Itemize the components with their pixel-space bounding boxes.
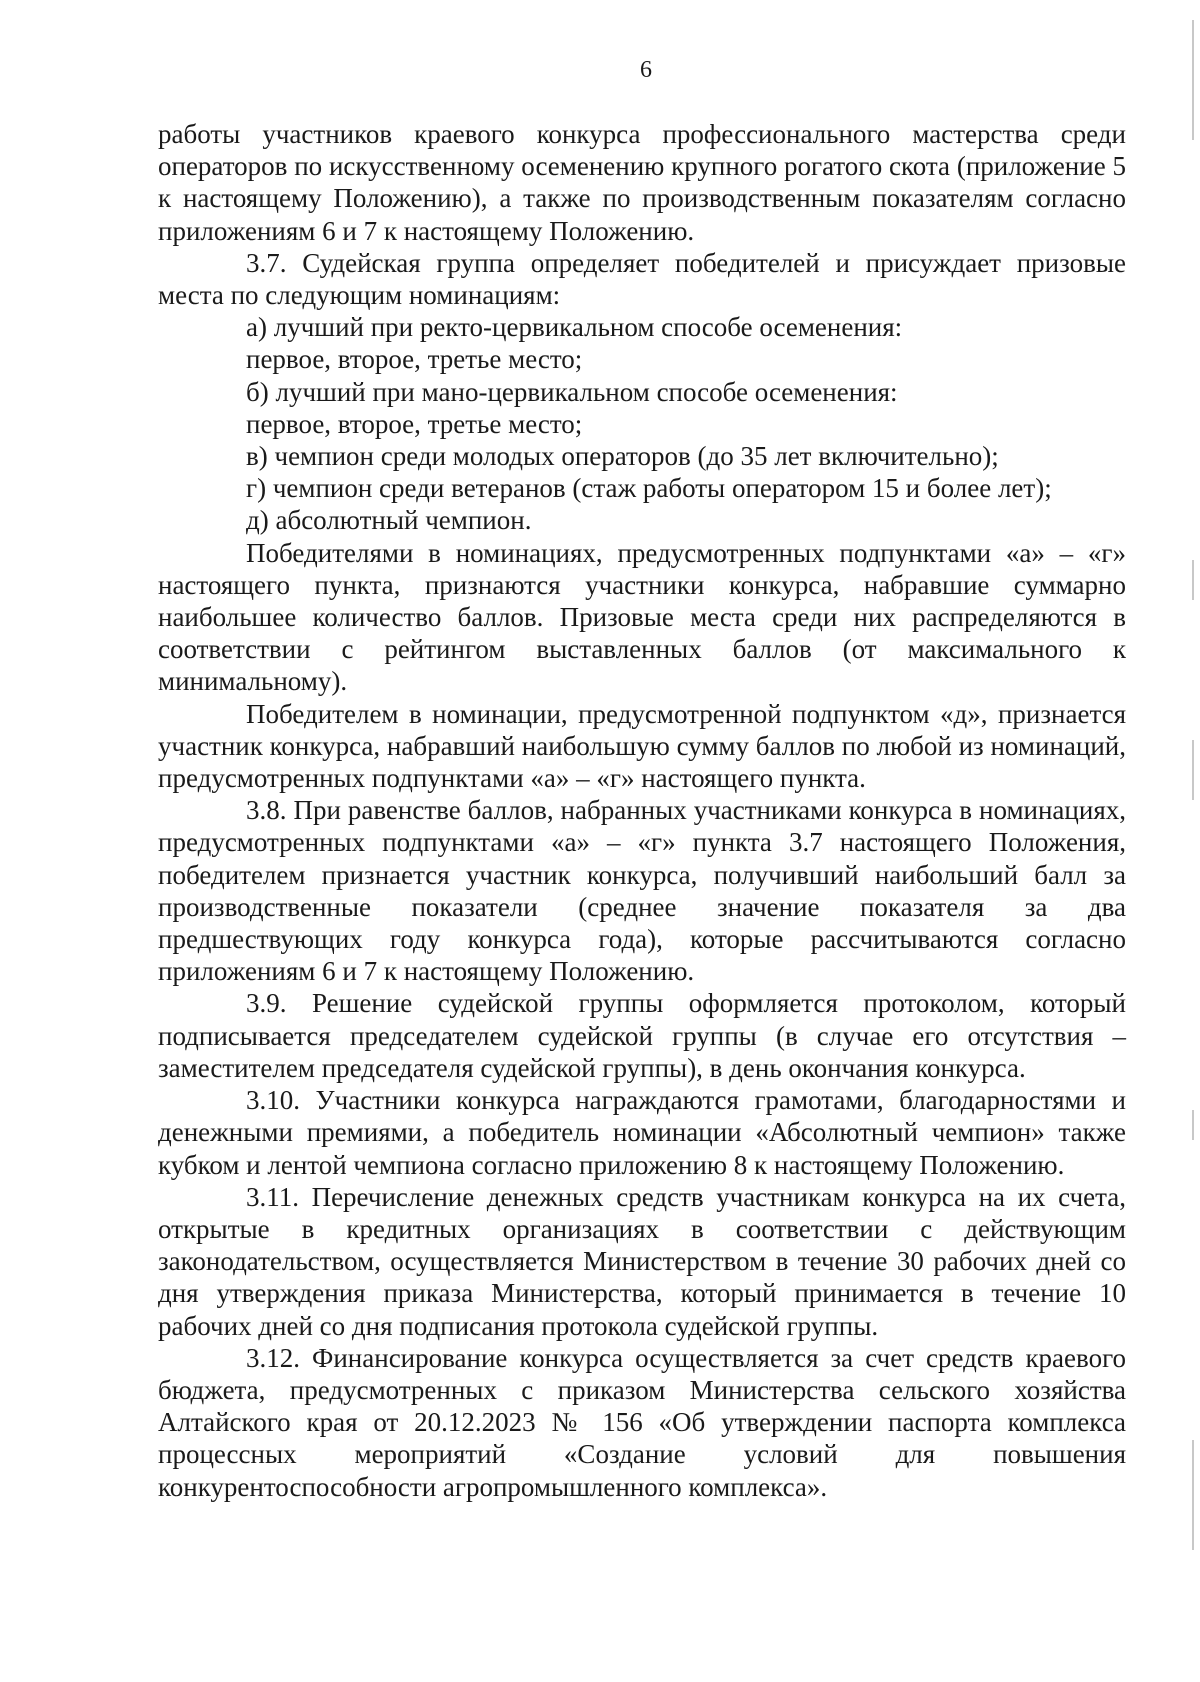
paragraph-3-12: 3.12. Финансирование конкурса осуществляется за счет средств краевого бюджета, предусмотренных с приказом Министерства сельского хозяйства Алтайского края от 20.12.2023 № 156 «Об утверждении паспорта комплекса процессных мероприятий «Создание условий для повышения конкурентоспособности агропромышленного комплекса». [158,1342,1126,1502]
paragraph-3-8: 3.8. При равенстве баллов, набранных участниками конкурса в номинациях, предусмотренных подпунктами «а» – «г» пункта 3.7 настоящего Положения, победителем признается участник конкурса, получивший наибольший балл за производственные показатели (среднее значение показателя за два предшествующих году конкурса года), которые рассчитываются согласно приложениям 6 и 7 к настоящему Положению. [158,795,1126,987]
nomination-a-places: первое, второе, третье место; [246,344,583,375]
nomination-a: а) лучший при ректо-цервикальном способе осеменения: [246,312,903,343]
scan-edge-mark [1192,20,1194,140]
nomination-b-places: первое, второе, третье место; [246,408,583,439]
document-body [158,118,1126,1503]
scan-edge-mark [1192,740,1194,800]
scan-edge-mark [1192,1110,1194,1140]
paragraph-winners-a-g: Победителями в номинациях, предусмотренных подпунктами «а» – «г» настоящего пункта, признаются участники конкурса, набравшие суммарно наибольшее количество баллов. Призовые места среди них распределяются в соответствии с рейтингом выставленных баллов (от максимального к минимальному). [158,537,1126,697]
nomination-v: в) чемпион среди молодых операторов (до 35 лет включительно); [246,441,999,472]
scan-edge-mark [1192,560,1194,600]
scan-edge-mark [1192,1440,1194,1550]
nomination-d: д) абсолютный чемпион. [246,505,532,536]
page-number: 6 [640,57,652,83]
paragraph-continuation: работы участников краевого конкурса профессионального мастерства среди операторов по искусственному осеменению крупного рогатого скота (приложение 5 к настоящему Положению), а также по производственным показателям согласно приложениям 6 и 7 к настоящему Положению. [158,119,1126,246]
paragraph-3-10: 3.10. Участники конкурса награждаются грамотами, благодарностями и денежными премиями, а победитель номинации «Абсолютный чемпион» также кубком и лентой чемпиона согласно приложению 8 к настоящему Положению. [158,1085,1126,1180]
paragraph-3-9: 3.9. Решение судейской группы оформляется протоколом, который подписывается председателем судейской группы (в случае его отсутствия – заместителем председателя судейской группы), в день окончания конкурса. [158,988,1126,1083]
paragraph-3-7: 3.7. Судейская группа определяет победителей и присуждает призовые места по следующим номинациям: [158,247,1126,311]
nomination-b: б) лучший при мано-цервикальном способе осеменения: [246,376,898,407]
paragraph-winner-d: Победителем в номинации, предусмотренной подпунктом «д», признается участник конкурса, набравший наибольшую сумму баллов по любой из номинаций, предусмотренных подпунктами «а» – «г» настоящего пункта. [158,698,1126,794]
nomination-g: г) чемпион среди ветеранов (стаж работы оператором 15 и более лет); [246,473,1052,504]
paragraph-3-11: 3.11. Перечисление денежных средств участникам конкурса на их счета, открытые в кредитных организациях в соответствии с действующим законодательством, осуществляется Министерством в течение 30 рабочих дней со дня утверждения приказа Министерства, который принимается в течение 10 рабочих дней со дня подписания протокола судейской группы. [158,1181,1126,1341]
